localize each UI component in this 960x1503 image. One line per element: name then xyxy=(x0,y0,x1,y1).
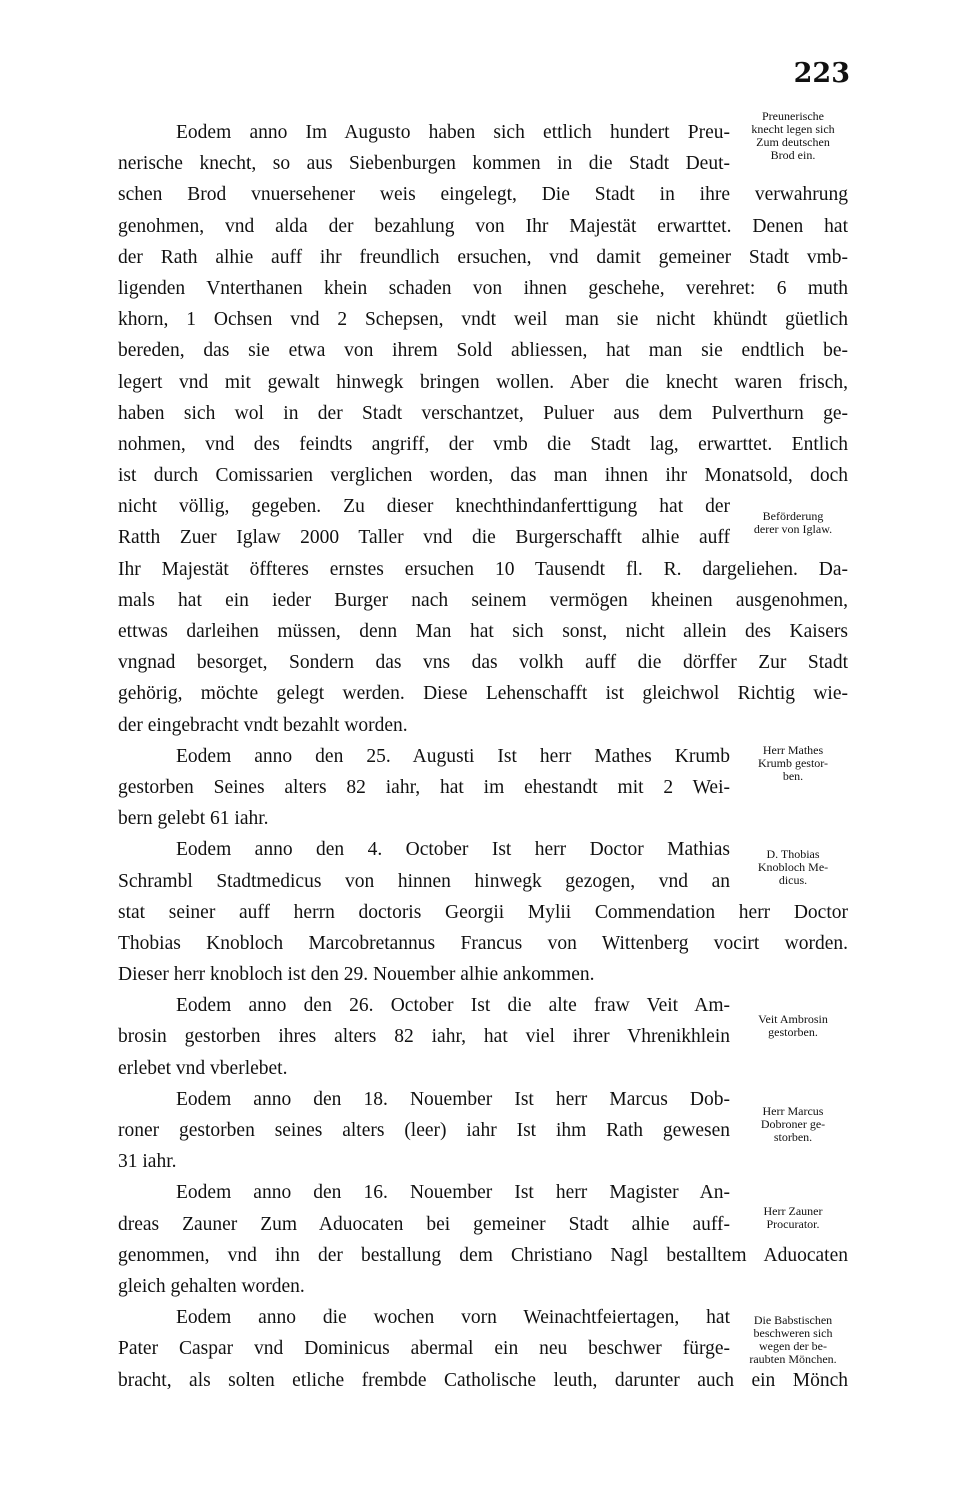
text-line: Dieser herr knobloch ist den 29. Nouember alhie ankommen. xyxy=(118,964,595,986)
text-line: bracht, als solten etliche frembde Catholische leuth, darunter auch ein Mönch xyxy=(118,1369,848,1391)
text-line: Schrambl Stadtmedicus von hinnen hinwegk gezogen, vnd an xyxy=(118,870,730,892)
text-line: Eodem anno den 18. Nouember Ist herr Marcus Dob- xyxy=(176,1088,730,1110)
text-line: gleich gehalten worden. xyxy=(118,1275,305,1297)
margin-note: Herr Zauner Procurator. xyxy=(763,1204,823,1231)
text-line: erlebet vnd vberlebet. xyxy=(118,1057,288,1079)
text-line: ligenden Vnterthanen khein schaden von ihnen geschehe, verehret: 6 muth xyxy=(118,277,848,299)
text-line: Eodem anno Im Augusto haben sich ettlich hundert Preu- xyxy=(176,122,730,143)
text-line: legert vnd mit gewalt hinwegk bringen wollen. Aber die knecht waren frisch, xyxy=(118,371,848,393)
text-line: schen Brod vnuersehener weis eingelegt, Die Stadt in ihre verwahrung xyxy=(118,184,848,206)
text-line: ist durch Comissarien verglichen worden, das man ihnen ihr Monatsold, doch xyxy=(118,465,848,487)
margin-note: Die Babstischen beschweren sich wegen der be- raubten Mönchen. xyxy=(749,1313,837,1366)
text-line: Eodem anno den 4. October Ist herr Doctor Mathias xyxy=(176,839,730,861)
text-line: genohmen, vnd alda der bezahlung von Ihr Majestät erwarttet. Denen hat xyxy=(118,215,848,237)
text-line: nicht völlig, gegeben. Zu dieser knechthindanferttigung hat der xyxy=(118,496,730,518)
text-line: brosin gestorben ihres alters 82 iahr, hat viel ihrer Vhrenikhlein xyxy=(118,1026,730,1048)
text-line: haben sich wol in der Stadt verschantzet, Puluer aus dem Pulverthurn ge- xyxy=(118,402,848,424)
text-line: gestorben Seines alters 82 iahr, hat im ehestandt mit 2 Wei- xyxy=(118,776,730,798)
text-line: Thobias Knobloch Marcobretannus Francus von Wittenberg vocirt worden. xyxy=(118,932,848,954)
text-line: gehörig, möchte gelegt werden. Diese Lehenschafft ist gleichwol Richtig wie- xyxy=(118,683,848,705)
text-line: vngnad besorget, Sondern das vns das volkh auff die dörffer Zur Stadt xyxy=(118,652,848,674)
text-line: Eodem anno die wochen vorn Weinachtfeiertagen, hat xyxy=(176,1307,730,1329)
text-line: dreas Zauner Zum Aduocaten bei gemeiner Stadt alhie auff- xyxy=(118,1213,730,1235)
margin-note: Beförderung derer von Iglaw. xyxy=(753,509,833,536)
margin-note: D. Thobias Knobloch Me- dicus. xyxy=(757,847,829,887)
text-line: roner gestorben seines alters (leer) iahr Ist ihm Rath gewesen xyxy=(118,1120,730,1141)
text-line: khorn, 1 Ochsen vnd 2 Schepsen, vndt weil man sie nicht khündt güetlich xyxy=(118,309,848,331)
text-line: der eingebracht vndt bezahlt worden. xyxy=(118,714,408,736)
text-line: stat seiner auff herrn doctoris Georgii Mylii Commendation herr Doctor xyxy=(118,901,848,923)
text-line: ettwas darleihen müssen, denn Man hat sich sonst, nicht allein des Kaisers xyxy=(118,621,848,642)
text-line: bereden, das sie etwa von ihrem Sold abliessen, hat man sie endtlich be- xyxy=(118,340,848,362)
text-line: Eodem anno den 26. October Ist die alte fraw Veit Am- xyxy=(176,995,730,1017)
text-line: Ratth Zuer Iglaw 2000 Taller vnd die Burgerschafft alhie auff xyxy=(118,527,730,549)
text-line: Eodem anno den 16. Nouember Ist herr Magister An- xyxy=(176,1182,730,1204)
margin-note: Veit Ambrosin gestorben. xyxy=(758,1012,828,1039)
text-line: Ihr Majestät öffteres ernstes ersuchen 10 Tausendt fl. R. dargeliehen. Da- xyxy=(118,558,848,580)
text-line: Pater Caspar vnd Dominicus abermal ein neu beschwer fürge- xyxy=(118,1338,730,1360)
margin-note: Preunerische knecht legen sich Zum deutschen Brod ein. xyxy=(751,109,835,162)
margin-note: Herr Mathes Krumb gestor- ben. xyxy=(757,743,829,783)
text-line: genommen, vnd ihn der bestallung dem Christiano Nagl bestalltem Aduocaten xyxy=(118,1244,848,1266)
margin-note: Herr Marcus Dobroner ge- storben. xyxy=(760,1104,826,1144)
text-line: nohmen, vnd des feindts angriff, der vmb die Stadt lag, erwarttet. Entlich xyxy=(118,433,848,455)
text-line: 31 iahr. xyxy=(118,1151,177,1173)
text-line: nerische knecht, so aus Siebenburgen kommen in die Stadt Deut- xyxy=(118,153,730,175)
text-line: bern gelebt 61 iahr. xyxy=(118,808,269,830)
text-line: Eodem anno den 25. Augusti Ist herr Mathes Krumb xyxy=(176,745,730,767)
text-line: mals hat ein ieder Burger nach seinem vermögen kheinen ausgenohmen, xyxy=(118,589,848,611)
text-line: der Rath alhie auff ihr freundlich ersuchen, vnd damit gemeiner Stadt vmb- xyxy=(118,246,848,268)
page-number: 223 xyxy=(793,58,850,89)
